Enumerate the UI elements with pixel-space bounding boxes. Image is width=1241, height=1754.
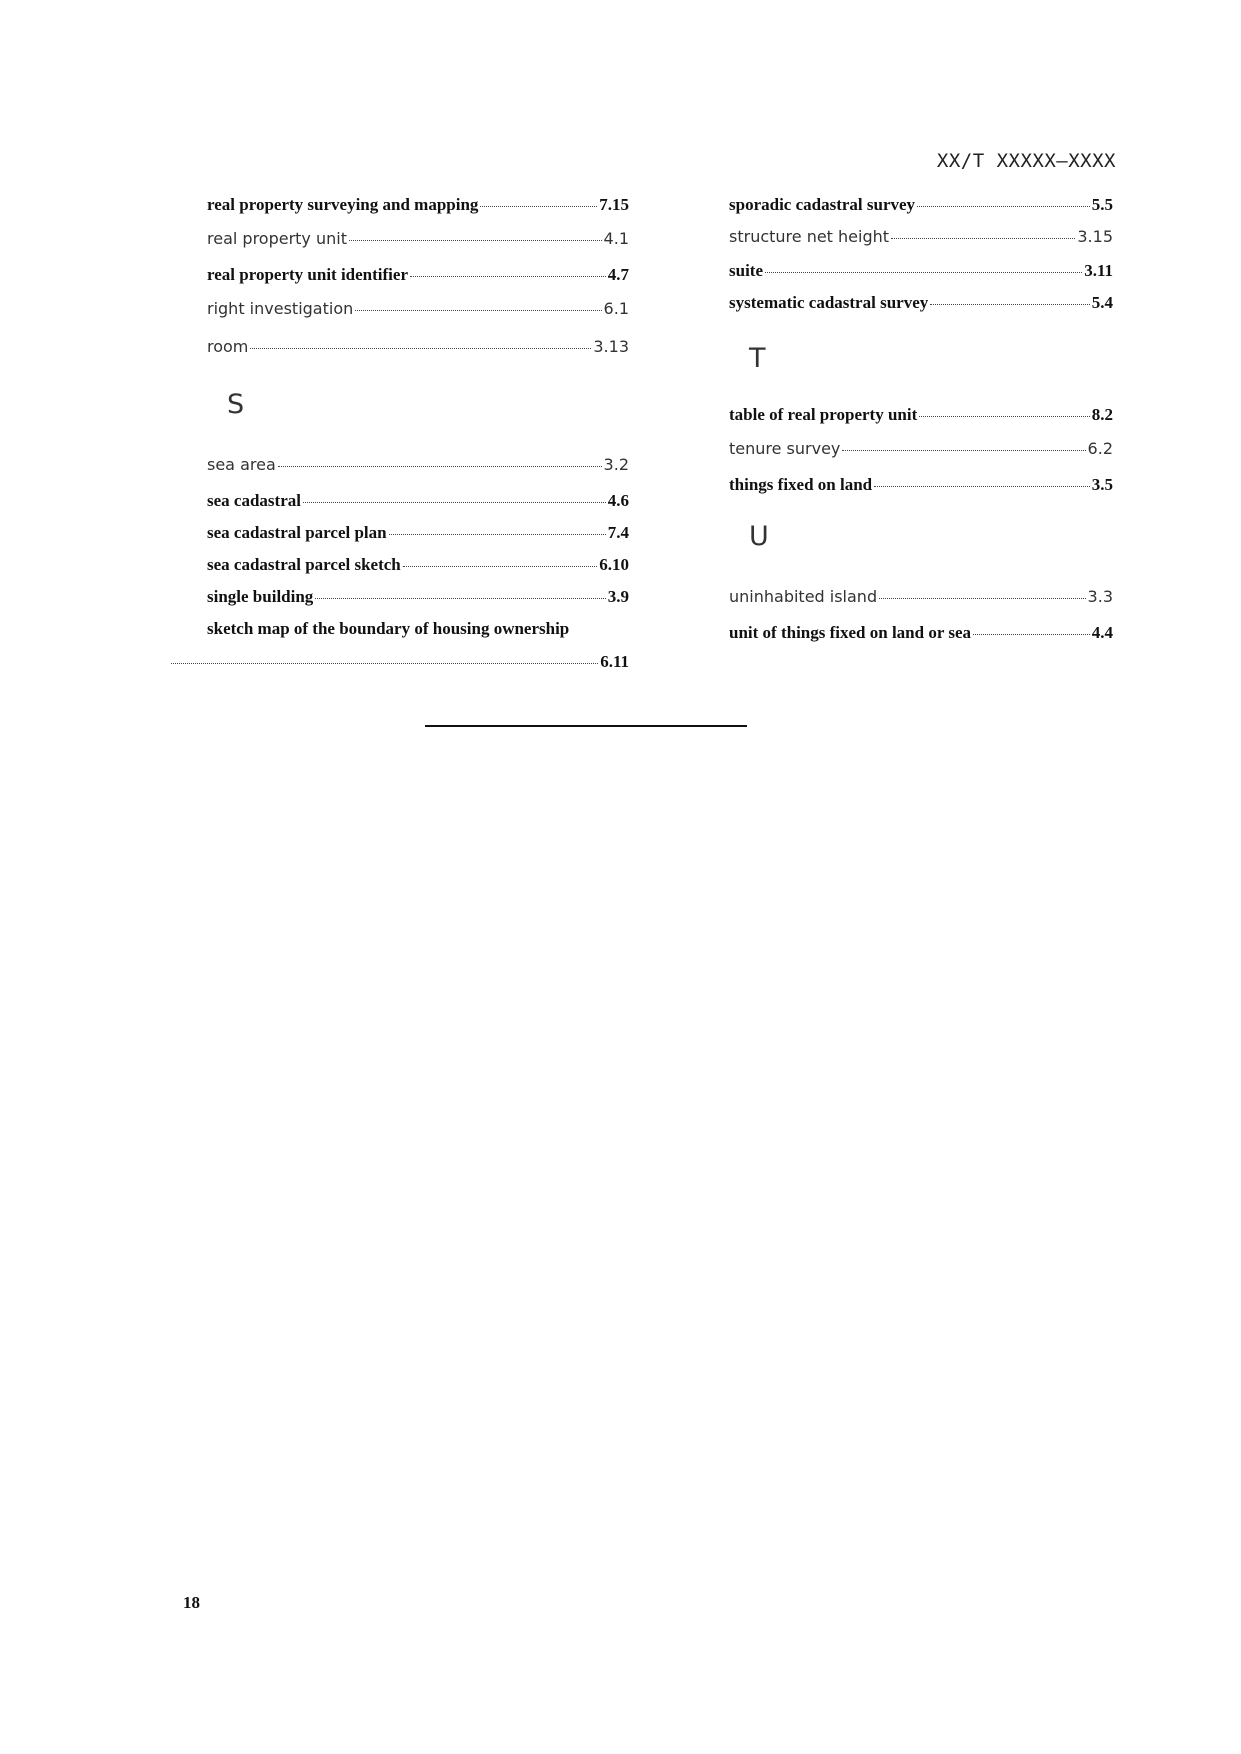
index-letter-heading: U [749, 521, 769, 552]
index-ref: 7.4 [607, 523, 629, 542]
dot-leader [891, 238, 1075, 239]
index-term: sketch map of the boundary of housing ownership [207, 619, 570, 638]
index-ref: 3.13 [593, 337, 629, 356]
index-ref: 3.11 [1084, 261, 1113, 280]
index-entry [207, 587, 629, 611]
index-column-left [207, 195, 629, 679]
index-term: table of real property unit [729, 405, 918, 424]
index-term: real property unit [207, 229, 347, 248]
index-term: sea cadastral [207, 491, 301, 510]
index-ref: 6.10 [599, 555, 629, 574]
dot-leader [917, 206, 1090, 207]
index-term: systematic cadastral survey [729, 293, 929, 312]
index-entry [729, 475, 1113, 499]
index-term: sporadic cadastral survey [729, 195, 916, 214]
dot-leader [973, 634, 1090, 635]
index-ref: 8.2 [1091, 405, 1113, 424]
index-term: right investigation [207, 299, 354, 318]
index-entry [207, 299, 629, 323]
index-ref: 4.1 [603, 229, 629, 248]
index-term: things fixed on land [729, 475, 873, 494]
index-entry [729, 439, 1113, 463]
index-term: suite [729, 261, 763, 280]
index-term: room [207, 337, 249, 356]
index-entry [729, 261, 1113, 285]
index-letter-heading: T [749, 343, 766, 374]
index-entry [207, 229, 629, 253]
dot-leader [171, 663, 598, 664]
dot-leader [765, 272, 1082, 273]
dot-leader [389, 534, 606, 535]
index-term: real property surveying and mapping [207, 195, 479, 214]
dot-leader [480, 206, 597, 207]
index-term: sea cadastral parcel plan [207, 523, 387, 542]
wrapped-continuation [171, 652, 629, 672]
index-entry [207, 265, 629, 289]
index-entry [207, 491, 629, 515]
index-ref: 6.2 [1087, 439, 1113, 458]
index-entry [729, 623, 1113, 647]
dot-leader [303, 502, 606, 503]
index-ref: 3.5 [1091, 475, 1113, 494]
index-term: structure net height [729, 227, 890, 246]
index-entry-wrapped [207, 619, 629, 679]
end-of-index-rule [425, 725, 747, 727]
index-entry [729, 293, 1113, 317]
dot-leader [874, 486, 1090, 487]
dot-leader [403, 566, 598, 567]
document-code-header: XX/T XXXXX—XXXX [936, 150, 1116, 172]
index-ref: 4.7 [607, 265, 629, 284]
dot-leader [410, 276, 606, 277]
index-term: sea area [207, 455, 276, 474]
index-term: uninhabited island [729, 587, 878, 606]
index-column-right [729, 195, 1113, 647]
index-ref: 5.4 [1091, 293, 1113, 312]
index-ref: 4.4 [1091, 623, 1113, 642]
dot-leader [355, 310, 601, 311]
index-entry [729, 587, 1113, 611]
index-ref: 3.9 [607, 587, 629, 606]
index-term: tenure survey [729, 439, 841, 458]
index-ref: 3.15 [1077, 227, 1113, 246]
page-number: 18 [183, 1593, 200, 1612]
dot-leader [842, 450, 1085, 451]
index-term: real property unit identifier [207, 265, 408, 284]
index-ref: 6.1 [603, 299, 629, 318]
index-term: unit of things fixed on land or sea [729, 623, 971, 642]
index-ref: 5.5 [1091, 195, 1113, 214]
index-ref: 3.2 [603, 455, 629, 474]
index-entry [207, 337, 629, 361]
dot-leader [315, 598, 605, 599]
dot-leader [919, 416, 1090, 417]
index-ref: 6.11 [600, 652, 629, 671]
index-ref: 4.6 [607, 491, 629, 510]
index-letter-heading: S [227, 389, 245, 420]
index-entry [207, 555, 629, 579]
index-term: sea cadastral parcel sketch [207, 555, 401, 574]
dot-leader [278, 466, 602, 467]
index-entry [207, 455, 629, 479]
index-term: single building [207, 587, 314, 606]
index-entry [729, 405, 1113, 429]
index-entry [729, 195, 1113, 219]
index-entry [729, 227, 1113, 251]
dot-leader [879, 598, 1085, 599]
index-entry [207, 195, 629, 219]
dot-leader [250, 348, 591, 349]
index-ref: 3.3 [1087, 587, 1113, 606]
index-ref: 7.15 [599, 195, 629, 214]
index-entry [207, 523, 629, 547]
dot-leader [349, 240, 602, 241]
dot-leader [930, 304, 1090, 305]
